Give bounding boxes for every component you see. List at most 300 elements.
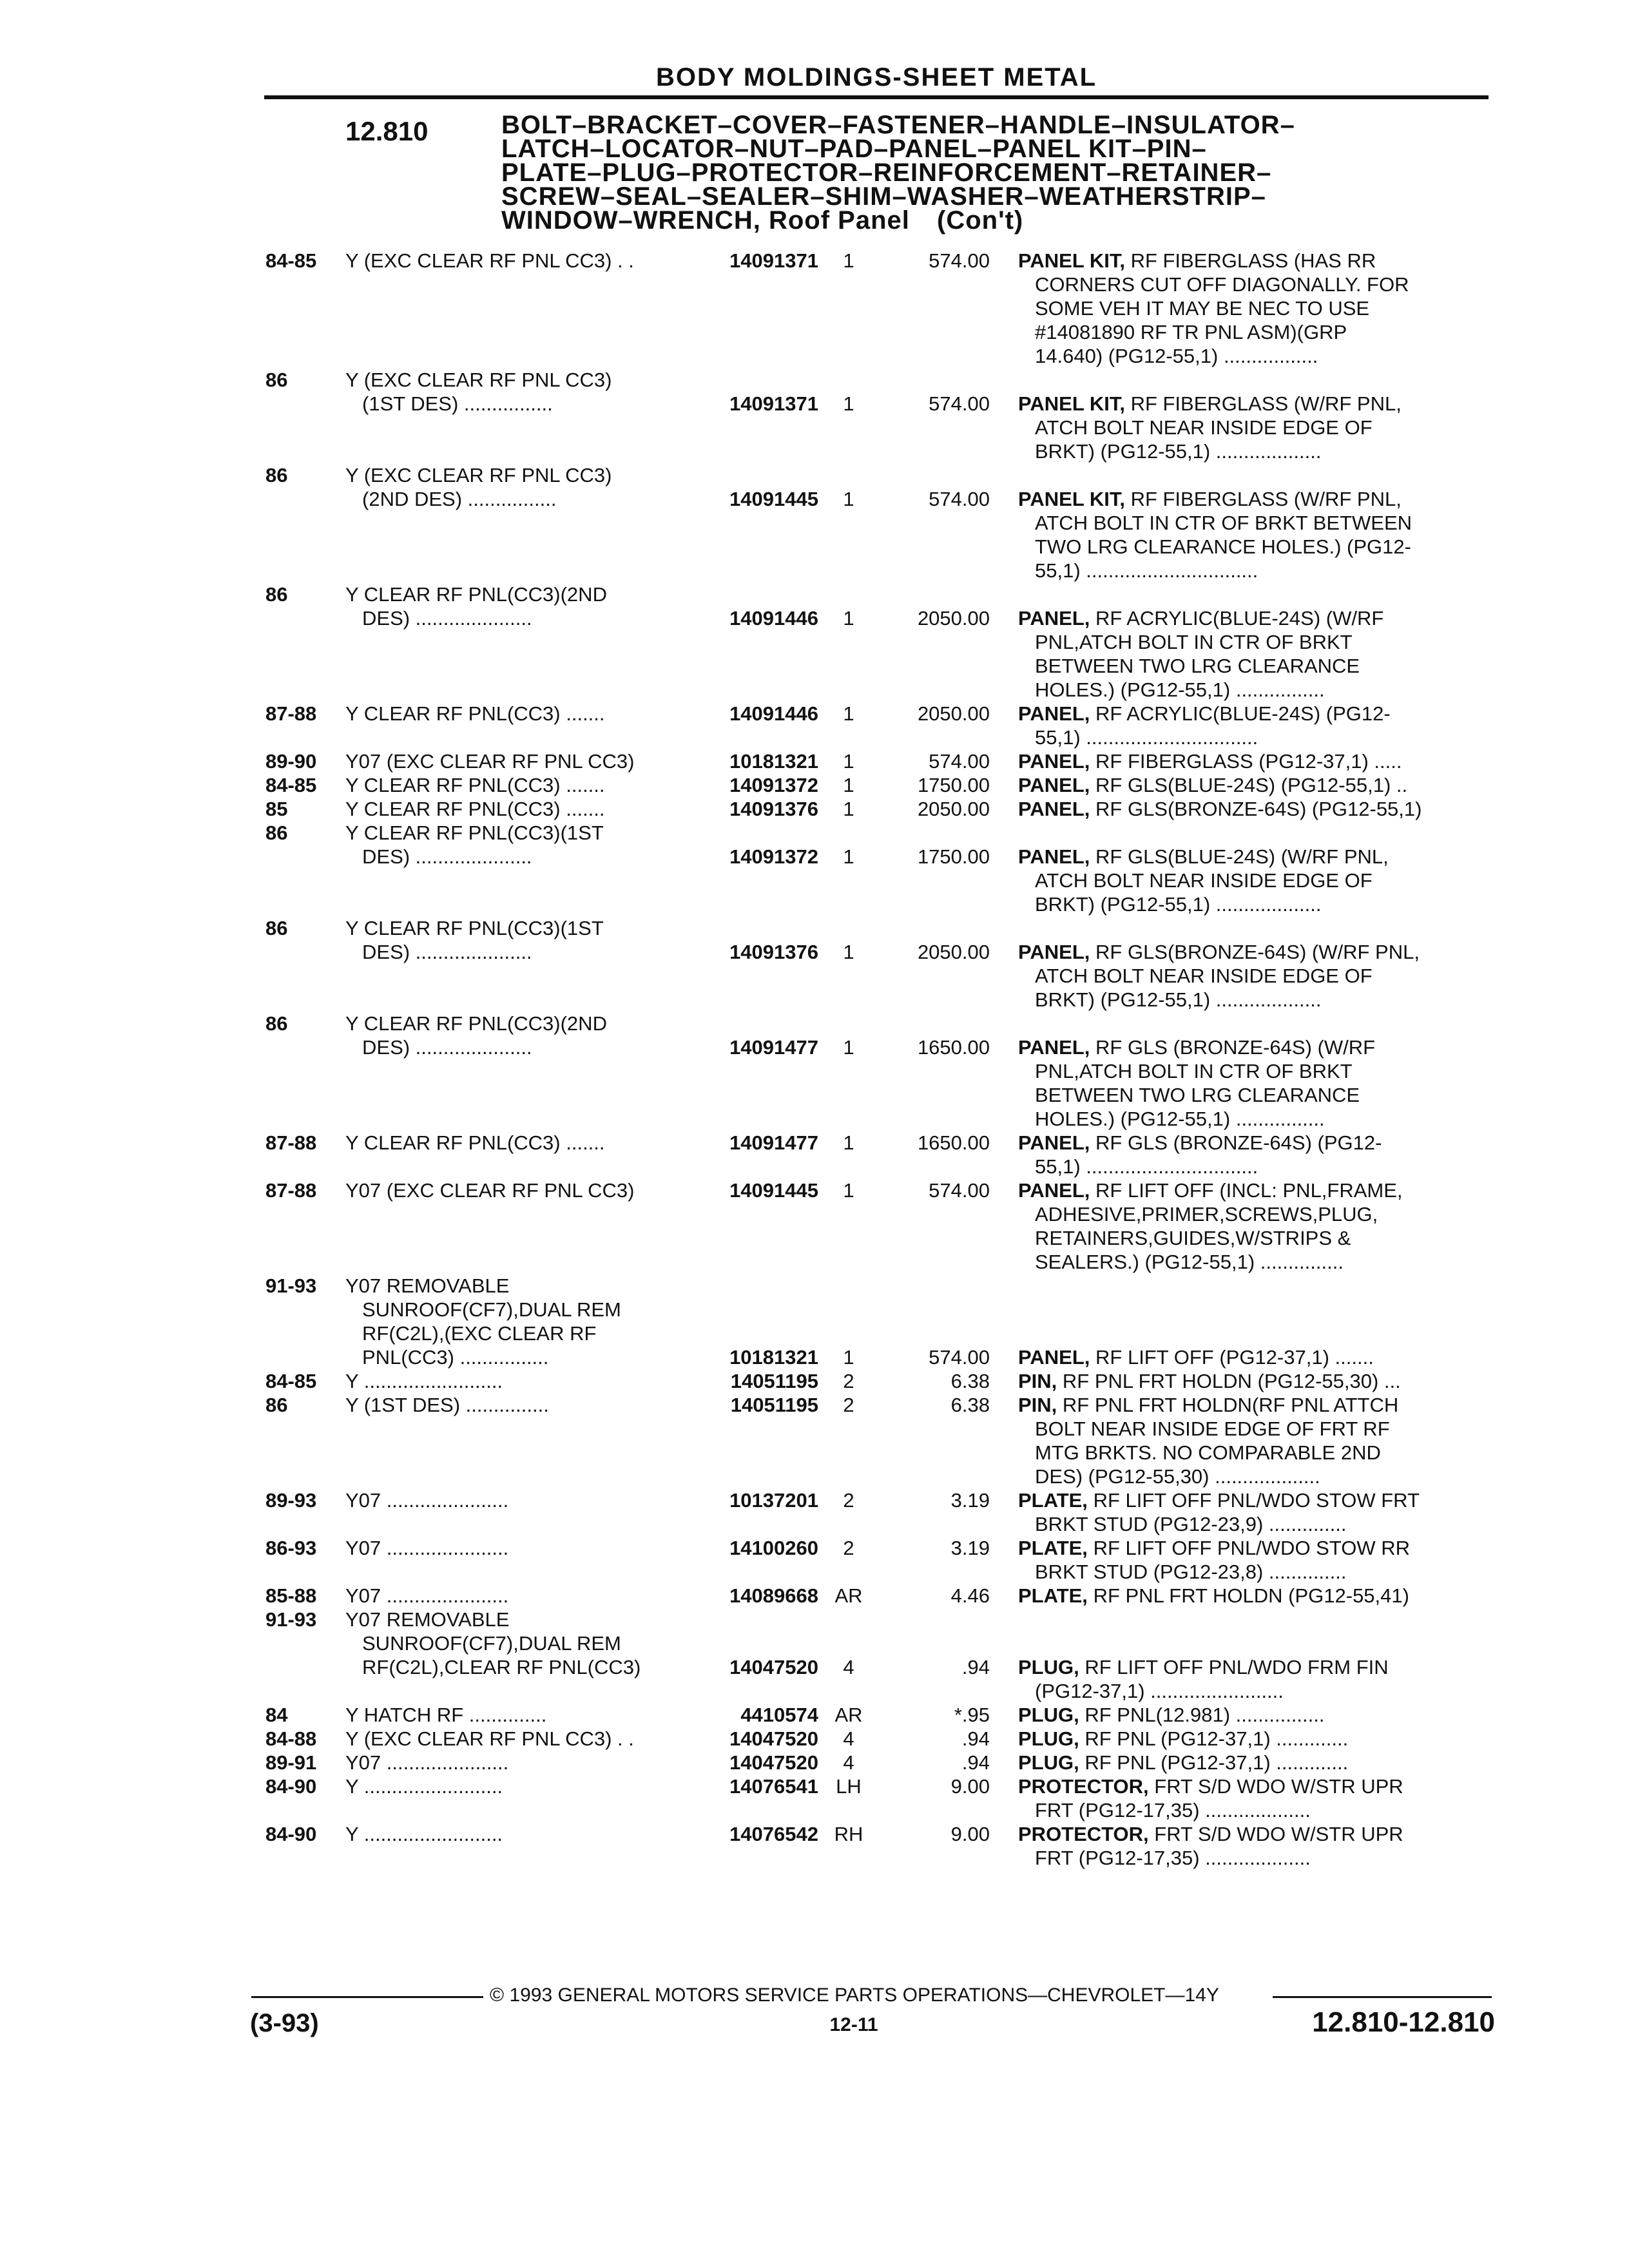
application-line: Y (EXC CLEAR RF PNL CC3) (345, 369, 612, 391)
application-line: DES) ..................... (362, 1036, 532, 1059)
row-year: 87-88 (265, 702, 317, 725)
application-line: Y CLEAR RF PNL(CC3)(1ST (345, 822, 604, 844)
row-year: 86 (265, 917, 288, 939)
application-line: Y (EXC CLEAR RF PNL CC3) . . (345, 1727, 634, 1750)
row-part-number: 14091372 (729, 845, 818, 868)
description-text: FRT S/D WDO W/STR UPR (1154, 1823, 1403, 1845)
description-text: RF PNL FRT HOLDN (PG12-55,41) (1093, 1584, 1409, 1607)
table-row (0, 249, 1629, 368)
description-line: ATCH BOLT NEAR INSIDE EDGE OF (1035, 965, 1373, 987)
row-quantity: 1 (843, 392, 854, 415)
part-name: PANEL, (1018, 798, 1090, 820)
row-price: 2050.00 (917, 941, 990, 963)
application-line: SUNROOF(CF7),DUAL REM (362, 1298, 621, 1321)
row-year: 86 (265, 369, 288, 391)
row-price: 574.00 (929, 1179, 990, 1202)
row-part-number: 14100260 (729, 1537, 818, 1559)
row-price: 1650.00 (917, 1036, 990, 1059)
row-application (345, 368, 693, 416)
description-line (1018, 749, 1485, 773)
description-line: CORNERS CUT OFF DIAGONALLY. FOR (1035, 273, 1409, 296)
application-line: DES) ..................... (362, 845, 532, 868)
description-text: RF PNL FRT HOLDN (PG12-55,30) ... (1062, 1370, 1401, 1392)
row-quantity: 1 (843, 798, 854, 820)
section-continued: (Con't) (937, 206, 1024, 235)
description-line: TWO LRG CLEARANCE HOLES.) (PG12- (1035, 535, 1411, 558)
application-line: Y CLEAR RF PNL(CC3)(2ND (345, 583, 607, 606)
description-line: #14081890 RF TR PNL ASM)(GRP (1035, 321, 1347, 343)
row-price: 9.00 (950, 1775, 990, 1798)
description-text: RF FIBERGLASS (W/RF PNL, (1130, 392, 1402, 415)
row-price: 6.38 (950, 1370, 990, 1392)
application-line: Y CLEAR RF PNL(CC3)(2ND (345, 1012, 607, 1035)
description-line: ATCH BOLT IN CTR OF BRKT BETWEEN (1035, 512, 1412, 534)
row-year: 85 (265, 798, 288, 820)
part-name: PANEL, (1018, 774, 1090, 796)
row-year: 89-93 (265, 1489, 317, 1512)
row-price: .94 (961, 1751, 990, 1774)
footer-page-number: 12-11 (829, 2014, 878, 2035)
description-text: RF LIFT OFF PNL/WDO STOW FRT (1093, 1489, 1420, 1512)
description-line: ADHESIVE,PRIMER,SCREWS,PLUG, (1035, 1203, 1378, 1225)
row-description (1018, 249, 1485, 368)
row-application (345, 1369, 693, 1393)
application-line: Y ......................... (345, 1823, 503, 1845)
table-row (0, 749, 1629, 773)
part-name: PANEL, (1018, 941, 1090, 963)
footer-section-range: 12.810-12.810 (1312, 2006, 1495, 2038)
row-part-number: 14051195 (730, 1394, 818, 1416)
row-application (345, 1822, 693, 1846)
row-quantity: 1 (843, 1036, 854, 1059)
description-line (1018, 1703, 1485, 1727)
row-description (1018, 1536, 1485, 1584)
row-price: 1650.00 (917, 1131, 990, 1154)
row-part-number: 14091372 (729, 774, 818, 796)
description-line: SOME VEH IT MAY BE NEC TO USE (1035, 297, 1370, 320)
row-price: 1750.00 (917, 774, 990, 796)
description-line: BRKT) (PG12-55,1) ................... (1035, 440, 1322, 463)
description-line (1018, 1584, 1485, 1608)
row-application (345, 702, 693, 726)
row-description (1018, 487, 1485, 582)
application-line: Y CLEAR RF PNL(CC3)(1ST (345, 917, 604, 939)
row-description (1018, 845, 1485, 916)
row-description (1018, 606, 1485, 702)
part-name: PLATE, (1018, 1537, 1088, 1559)
row-quantity: 1 (843, 249, 854, 272)
application-line: (2ND DES) ................ (362, 488, 557, 510)
row-year: 86 (265, 1012, 288, 1035)
row-part-number: 14076542 (729, 1823, 818, 1845)
row-description (1018, 797, 1485, 821)
description-line: BRKT STUD (PG12-23,8) .............. (1035, 1561, 1347, 1583)
part-name: PLUG, (1018, 1751, 1079, 1774)
description-line (1018, 1369, 1485, 1393)
row-description (1018, 1035, 1485, 1131)
description-text: RF GLS(BLUE-24S) (PG12-55,1) .. (1095, 774, 1408, 796)
application-line: Y07 REMOVABLE (345, 1608, 510, 1631)
row-part-number: 14091445 (729, 1179, 818, 1202)
description-line: HOLES.) (PG12-55,1) ................ (1035, 1108, 1325, 1130)
description-text: RF GLS(BRONZE-64S) (PG12-55,1) (1095, 798, 1422, 820)
row-part-number: 14091371 (729, 392, 818, 415)
footer-date: (3-93) (250, 2009, 319, 2037)
row-application (345, 1727, 693, 1751)
row-year: 91-93 (265, 1274, 317, 1297)
description-line: BOLT NEAR INSIDE EDGE OF FRT RF (1035, 1418, 1390, 1440)
row-part-number: 14076541 (729, 1775, 818, 1798)
row-price: .94 (961, 1656, 990, 1678)
application-line: Y (EXC CLEAR RF PNL CC3) (345, 464, 612, 486)
row-application (345, 1274, 693, 1369)
row-price: 574.00 (929, 750, 990, 773)
table-row (0, 1369, 1629, 1393)
row-description (1018, 1131, 1485, 1178)
row-description (1018, 392, 1485, 463)
row-description (1018, 1751, 1485, 1774)
row-application (345, 1178, 693, 1202)
row-part-number: 14091446 (729, 702, 818, 725)
application-line: Y CLEAR RF PNL(CC3) ....... (345, 774, 605, 796)
description-text: RF PNL FRT HOLDN(RF PNL ATTCH (1062, 1394, 1399, 1416)
table-row (0, 1393, 1629, 1488)
row-year: 86 (265, 1394, 288, 1416)
row-year: 84-85 (265, 774, 317, 796)
table-row (0, 1131, 1629, 1178)
row-quantity: 1 (843, 702, 854, 725)
description-line (1018, 606, 1485, 630)
row-application (345, 463, 693, 511)
description-line (1018, 845, 1485, 869)
description-text: RF ACRYLIC(BLUE-24S) (W/RF (1095, 607, 1384, 629)
description-text: RF LIFT OFF (PG12-37,1) ....... (1095, 1346, 1374, 1369)
part-name: PANEL, (1018, 1036, 1090, 1059)
row-quantity: 2 (843, 1394, 854, 1416)
row-quantity: 1 (843, 607, 854, 629)
application-line: Y CLEAR RF PNL(CC3) ....... (345, 702, 605, 725)
part-name: PLATE, (1018, 1584, 1088, 1607)
part-name: PLUG, (1018, 1704, 1079, 1726)
description-line: 14.640) (PG12-55,1) ................. (1035, 345, 1318, 367)
section-title-line: SCREW–SEAL–SEALER–SHIM–WASHER–WEATHERSTRIP– (501, 182, 1266, 211)
description-line (1018, 1536, 1485, 1560)
description-line (1018, 1035, 1485, 1059)
description-line: SEALERS.) (PG12-55,1) ............... (1035, 1251, 1344, 1273)
table-row (0, 1751, 1629, 1774)
description-line (1018, 1131, 1485, 1155)
description-line (1018, 1488, 1485, 1512)
page-header-title: BODY MOLDINGS-SHEET METAL (655, 63, 1097, 91)
row-year: 86 (265, 464, 288, 486)
table-row (0, 1608, 1629, 1703)
row-description (1018, 940, 1485, 1012)
application-line: Y07 REMOVABLE (345, 1274, 510, 1297)
row-price: *.95 (954, 1704, 990, 1726)
row-year: 87-88 (265, 1179, 317, 1202)
table-row (0, 582, 1629, 702)
description-line (1018, 1774, 1485, 1798)
row-price: 574.00 (929, 1346, 990, 1369)
row-year: 85-88 (265, 1584, 317, 1607)
row-description (1018, 1369, 1485, 1393)
table-row (0, 1727, 1629, 1751)
application-line: Y07 (EXC CLEAR RF PNL CC3) (345, 750, 635, 773)
row-price: 574.00 (929, 249, 990, 272)
part-name: PLUG, (1018, 1656, 1079, 1678)
table-row (0, 797, 1629, 821)
row-quantity: RH (834, 1823, 863, 1845)
description-line: ATCH BOLT NEAR INSIDE EDGE OF (1035, 416, 1373, 439)
table-row (0, 1012, 1629, 1131)
row-part-number: 10181321 (729, 750, 818, 773)
application-line: Y ......................... (345, 1370, 503, 1392)
row-application (345, 797, 693, 821)
row-part-number: 14051195 (730, 1370, 818, 1392)
description-line (1018, 1345, 1485, 1369)
row-part-number: 14091445 (729, 488, 818, 510)
description-line (1018, 249, 1485, 273)
row-part-number: 14091376 (729, 941, 818, 963)
description-text: RF GLS(BRONZE-64S) (W/RF PNL, (1095, 941, 1420, 963)
row-description (1018, 1774, 1485, 1822)
row-application (345, 1703, 693, 1727)
section-title (501, 113, 1507, 233)
section-title-line: LATCH–LOCATOR–NUT–PAD–PANEL–PANEL KIT–PIN– (501, 135, 1207, 163)
row-application (345, 1751, 693, 1774)
row-part-number: 14091446 (729, 607, 818, 629)
row-quantity: 1 (843, 750, 854, 773)
description-line: ATCH BOLT NEAR INSIDE EDGE OF (1035, 869, 1373, 892)
table-row (0, 1488, 1629, 1536)
description-line (1018, 1178, 1485, 1202)
description-text: RF FIBERGLASS (HAS RR (1130, 249, 1376, 272)
row-price: .94 (961, 1727, 990, 1750)
description-line: (PG12-37,1) ........................ (1035, 1680, 1284, 1702)
table-row (0, 702, 1629, 749)
part-name: PANEL, (1018, 845, 1090, 868)
row-quantity: 2 (843, 1370, 854, 1392)
row-quantity: 1 (843, 941, 854, 963)
part-name: PANEL KIT, (1018, 249, 1125, 272)
row-quantity: 1 (843, 774, 854, 796)
row-year: 91-93 (265, 1608, 317, 1631)
row-price: 4.46 (950, 1584, 990, 1607)
table-row (0, 916, 1629, 1012)
row-price: 574.00 (929, 488, 990, 510)
row-description (1018, 1727, 1485, 1751)
description-line (1018, 1393, 1485, 1417)
table-row (0, 773, 1629, 797)
row-year: 84-85 (265, 249, 317, 272)
description-text: RF LIFT OFF PNL/WDO FRM FIN (1084, 1656, 1389, 1678)
description-line: FRT (PG12-17,35) ................... (1035, 1847, 1311, 1869)
description-line: BRKT) (PG12-55,1) ................... (1035, 988, 1322, 1011)
row-year: 84 (265, 1704, 288, 1726)
description-line: PNL,ATCH BOLT IN CTR OF BRKT (1035, 1060, 1353, 1082)
description-line: 55,1) ............................... (1035, 1155, 1258, 1178)
table-row (0, 821, 1629, 916)
footer-rule-left (251, 1996, 483, 1998)
description-line (1018, 1727, 1485, 1751)
parts-table (0, 249, 1629, 1870)
row-year: 86-93 (265, 1537, 317, 1559)
row-application (345, 1488, 693, 1512)
table-row (0, 1774, 1629, 1822)
row-part-number: 10181321 (729, 1346, 818, 1369)
application-line: SUNROOF(CF7),DUAL REM (362, 1632, 621, 1655)
row-year: 87-88 (265, 1131, 317, 1154)
row-quantity: 1 (843, 1179, 854, 1202)
description-text: RF PNL (PG12-37,1) ............. (1084, 1727, 1349, 1750)
description-line: FRT (PG12-17,35) ................... (1035, 1799, 1311, 1821)
description-line: BRKT STUD (PG12-23,9) .............. (1035, 1513, 1347, 1535)
description-line: PNL,ATCH BOLT IN CTR OF BRKT (1035, 631, 1353, 653)
row-year: 84-88 (265, 1727, 317, 1750)
row-quantity: 2 (843, 1489, 854, 1512)
row-price: 1750.00 (917, 845, 990, 868)
row-price: 2050.00 (917, 607, 990, 629)
row-year: 86 (265, 822, 288, 844)
part-name: PIN, (1018, 1394, 1057, 1416)
row-year: 84-90 (265, 1823, 317, 1845)
row-description (1018, 749, 1485, 773)
row-application (345, 1393, 693, 1417)
row-description (1018, 1703, 1485, 1727)
row-description (1018, 1345, 1485, 1369)
row-application (345, 1536, 693, 1560)
description-line (1018, 392, 1485, 416)
row-application (345, 249, 693, 273)
row-description (1018, 1584, 1485, 1608)
row-price: 2050.00 (917, 702, 990, 725)
row-application (345, 1608, 693, 1679)
description-line (1018, 1822, 1485, 1846)
description-line: BETWEEN TWO LRG CLEARANCE (1035, 1084, 1360, 1106)
row-description (1018, 1178, 1485, 1274)
application-line: Y (1ST DES) ............... (345, 1394, 549, 1416)
row-price: 3.19 (950, 1489, 990, 1512)
row-quantity: 1 (843, 1131, 854, 1154)
table-row (0, 1536, 1629, 1584)
part-name: PANEL, (1018, 702, 1090, 725)
row-price: 3.19 (950, 1537, 990, 1559)
part-name: PANEL, (1018, 1131, 1090, 1154)
row-year: 84-85 (265, 1370, 317, 1392)
row-part-number: 10137201 (729, 1489, 818, 1512)
section-title-line: BOLT–BRACKET–COVER–FASTENER–HANDLE–INSULATOR– (501, 111, 1295, 139)
row-quantity: 4 (843, 1656, 854, 1678)
description-line (1018, 1655, 1485, 1679)
row-price: 6.38 (950, 1394, 990, 1416)
row-description (1018, 1822, 1485, 1870)
row-part-number: 14047520 (729, 1656, 818, 1678)
row-quantity: 4 (843, 1751, 854, 1774)
row-application (345, 1584, 693, 1608)
part-name: PANEL, (1018, 1179, 1090, 1202)
row-year: 89-91 (265, 1751, 317, 1774)
description-line: MTG BRKTS. NO COMPARABLE 2ND (1035, 1441, 1381, 1464)
row-description (1018, 773, 1485, 797)
row-quantity: 1 (843, 488, 854, 510)
table-row (0, 1584, 1629, 1608)
row-part-number: 4410574 (740, 1704, 818, 1726)
row-quantity: 2 (843, 1537, 854, 1559)
footer-copyright: © 1993 GENERAL MOTORS SERVICE PARTS OPERATIONS—CHEVROLET—14Y (490, 1984, 1219, 2006)
application-line: RF(C2L),(EXC CLEAR RF (362, 1322, 597, 1345)
application-line: Y07 ...................... (345, 1584, 509, 1607)
description-line (1018, 940, 1485, 964)
description-line: DES) (PG12-55,30) ................... (1035, 1465, 1320, 1488)
application-line: Y CLEAR RF PNL(CC3) ....... (345, 1131, 605, 1154)
part-name: PANEL, (1018, 1346, 1090, 1369)
row-price: 574.00 (929, 392, 990, 415)
row-description (1018, 1488, 1485, 1536)
row-year: 89-90 (265, 750, 317, 773)
section-title-line: PLATE–PLUG–PROTECTOR–REINFORCEMENT–RETAINER– (501, 159, 1272, 187)
part-name: PANEL KIT, (1018, 392, 1125, 415)
row-part-number: 14091376 (729, 798, 818, 820)
row-description (1018, 1393, 1485, 1488)
description-line (1018, 702, 1485, 726)
row-quantity: 4 (843, 1727, 854, 1750)
part-name: PANEL KIT, (1018, 488, 1125, 510)
part-name: PLATE, (1018, 1489, 1088, 1512)
row-quantity: AR (834, 1704, 863, 1726)
row-application (345, 1012, 693, 1059)
row-quantity: LH (836, 1775, 862, 1798)
section-title-last: WINDOW–WRENCH, (501, 206, 761, 235)
application-line: Y ......................... (345, 1775, 503, 1798)
table-row (0, 1274, 1629, 1369)
row-part-number: 14047520 (729, 1751, 818, 1774)
description-text: RF ACRYLIC(BLUE-24S) (PG12- (1095, 702, 1391, 725)
part-name: PIN, (1018, 1370, 1057, 1392)
row-quantity: 1 (843, 1346, 854, 1369)
footer-rule-right (1273, 1996, 1492, 1998)
application-line: RF(C2L),CLEAR RF PNL(CC3) (362, 1656, 641, 1678)
row-year: 86 (265, 583, 288, 606)
description-text: RF PNL(12.981) ................ (1084, 1704, 1325, 1726)
application-line: Y (EXC CLEAR RF PNL CC3) . . (345, 249, 634, 272)
row-application (345, 1131, 693, 1155)
application-line: DES) ..................... (362, 607, 532, 629)
description-text: RF FIBERGLASS (W/RF PNL, (1130, 488, 1402, 510)
table-row (0, 1822, 1629, 1870)
description-line (1018, 1751, 1485, 1774)
row-application (345, 916, 693, 964)
table-row (0, 1703, 1629, 1727)
description-text: RF PNL (PG12-37,1) ............. (1084, 1751, 1349, 1774)
description-text: FRT S/D WDO W/STR UPR (1154, 1775, 1403, 1798)
description-text: RF LIFT OFF (INCL: PNL,FRAME, (1095, 1179, 1403, 1202)
description-line: BRKT) (PG12-55,1) ................... (1035, 893, 1322, 916)
description-line (1018, 487, 1485, 511)
row-application (345, 821, 693, 869)
description-line: HOLES.) (PG12-55,1) ................ (1035, 678, 1325, 701)
row-quantity: AR (834, 1584, 863, 1607)
table-row (0, 368, 1629, 463)
description-text: RF FIBERGLASS (PG12-37,1) ..... (1095, 750, 1402, 773)
application-line: Y07 (EXC CLEAR RF PNL CC3) (345, 1179, 635, 1202)
table-row (0, 1178, 1629, 1274)
row-part-number: 14091371 (729, 249, 818, 272)
row-quantity: 1 (843, 845, 854, 868)
application-line: Y HATCH RF .............. (345, 1704, 547, 1726)
description-line (1018, 773, 1485, 797)
row-part-number: 14091477 (729, 1036, 818, 1059)
application-line: Y CLEAR RF PNL(CC3) ....... (345, 798, 605, 820)
